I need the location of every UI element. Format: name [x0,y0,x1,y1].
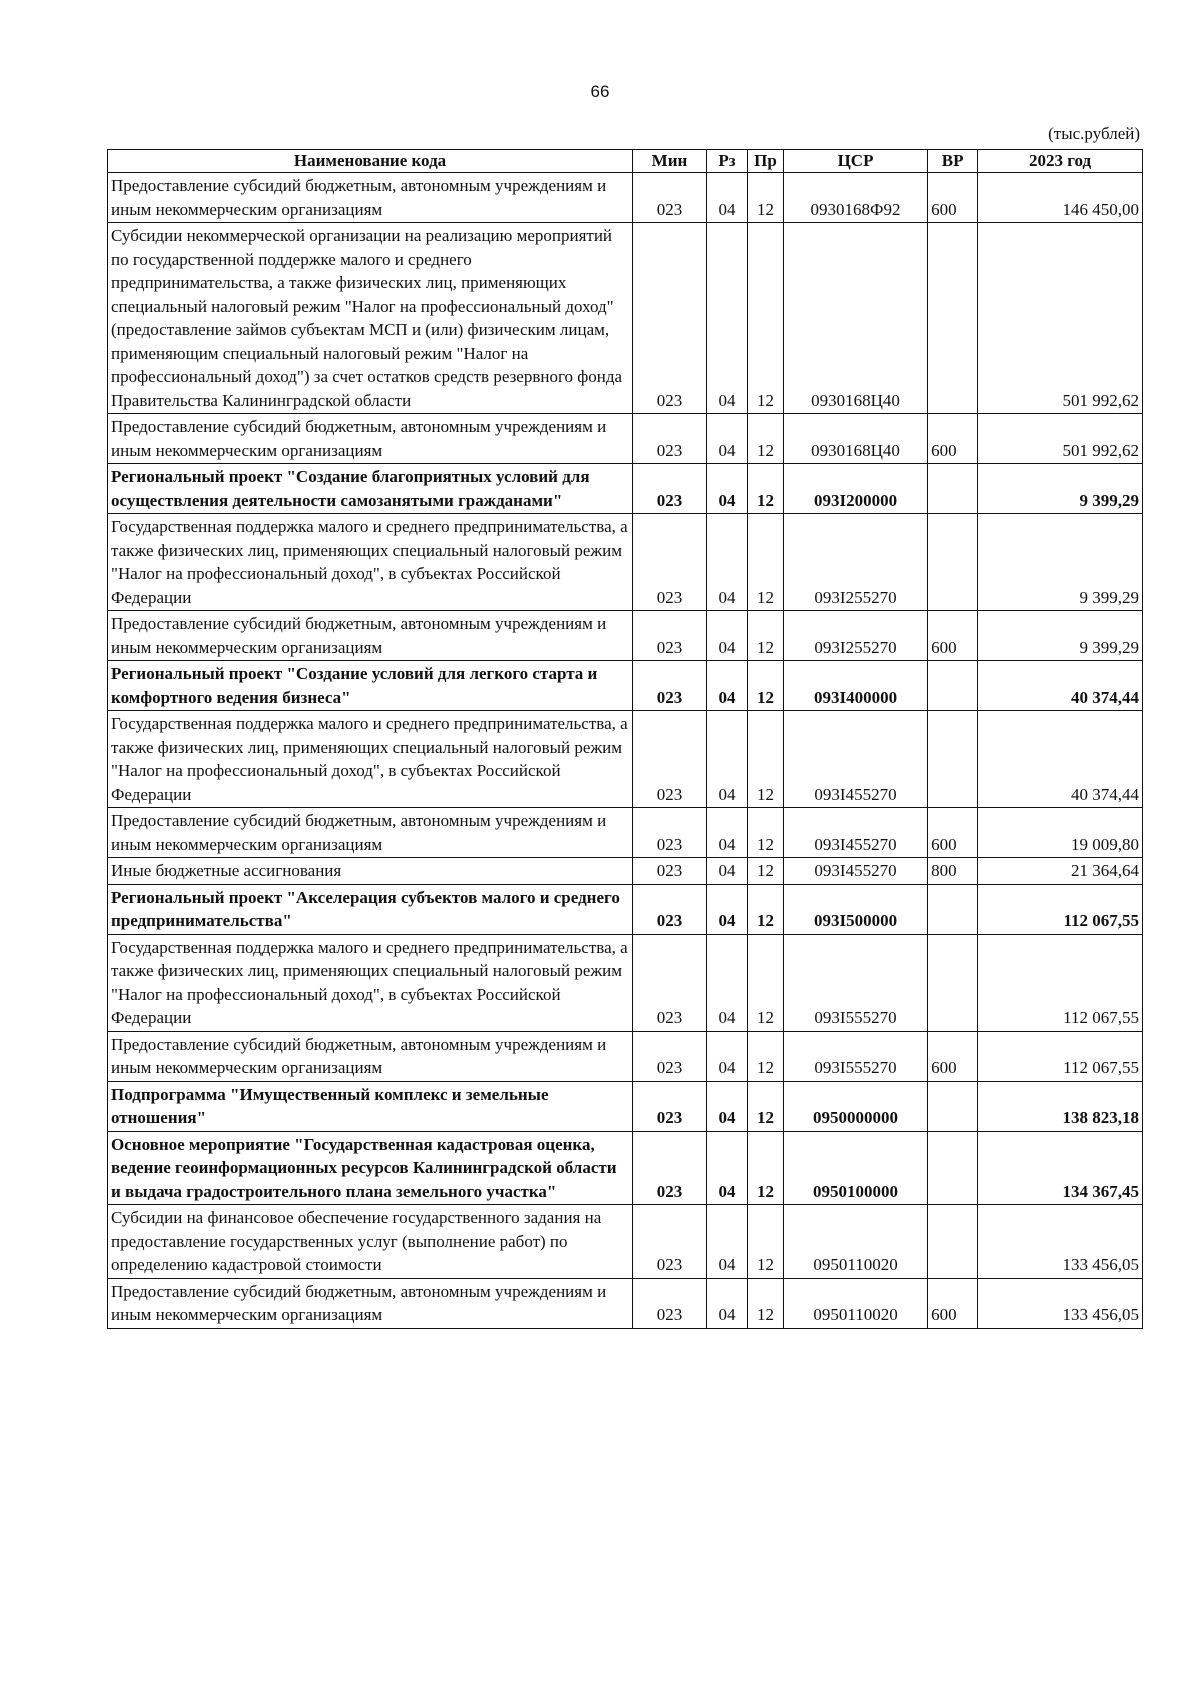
cell-csr: 093I555270 [783,934,927,1031]
column-header-rz: Рз [706,150,747,173]
cell-amount: 501 992,62 [978,223,1143,414]
budget-table [107,149,1143,1329]
cell-pr: 12 [748,1131,784,1205]
cell-amount: 40 374,44 [978,711,1143,808]
cell-min: 023 [633,414,707,464]
table-row [108,1131,1143,1205]
cell-name: Иные бюджетные ассигнования [108,858,633,885]
cell-pr: 12 [748,464,784,514]
cell-csr: 0950100000 [783,1131,927,1205]
cell-amount: 9 399,29 [978,611,1143,661]
cell-vr [928,1131,978,1205]
cell-name: Субсидии некоммерческой организации на реализацию мероприятий по государственной поддержке малого и среднего предпринимательства, а также физических лиц, применяющих специальный налоговый режим "Налог на профессиональный доход" (предоставление займов субъектам МСП и (или) физическим лицам, применяющим специальный налоговый режим "Налог на профессиональный доход") за счет остатков средств резервного фонда Правительства Калининградской области [108,223,633,414]
cell-vr [928,1081,978,1131]
cell-vr [928,711,978,808]
cell-min: 023 [633,1131,707,1205]
cell-min: 023 [633,661,707,711]
cell-name: Предоставление субсидий бюджетным, автономным учреждениям и иным некоммерческим организациям [108,1278,633,1328]
cell-rz: 04 [706,514,747,611]
table-row [108,414,1143,464]
cell-pr: 12 [748,173,784,223]
table-row [108,1031,1143,1081]
cell-csr: 0930168Ц40 [783,414,927,464]
cell-amount: 112 067,55 [978,934,1143,1031]
cell-amount: 9 399,29 [978,464,1143,514]
table-header-row [108,150,1143,173]
cell-rz: 04 [706,611,747,661]
cell-rz: 04 [706,173,747,223]
cell-pr: 12 [748,1205,784,1279]
table-row [108,173,1143,223]
cell-name: Государственная поддержка малого и среднего предпринимательства, а также физических лиц, применяющих специальный налоговый режим "Налог на профессиональный доход", в субъектах Российской Федерации [108,711,633,808]
cell-csr: 093I255270 [783,611,927,661]
cell-min: 023 [633,1081,707,1131]
cell-amount: 138 823,18 [978,1081,1143,1131]
cell-min: 023 [633,808,707,858]
cell-amount: 134 367,45 [978,1131,1143,1205]
cell-min: 023 [633,223,707,414]
table-row [108,1081,1143,1131]
table-row [108,934,1143,1031]
cell-name: Субсидии на финансовое обеспечение государственного задания на предоставление государственных услуг (выполнение работ) по определению кадастровой стоимости [108,1205,633,1279]
table-row [108,884,1143,934]
cell-rz: 04 [706,1031,747,1081]
cell-rz: 04 [706,1205,747,1279]
cell-name: Предоставление субсидий бюджетным, автономным учреждениям и иным некоммерческим организациям [108,414,633,464]
cell-amount: 112 067,55 [978,1031,1143,1081]
cell-csr: 093I555270 [783,1031,927,1081]
cell-name: Подпрограмма "Имущественный комплекс и земельные отношения" [108,1081,633,1131]
table-row [108,661,1143,711]
cell-amount: 19 009,80 [978,808,1143,858]
cell-vr [928,1205,978,1279]
column-header-csr: ЦСР [783,150,927,173]
cell-amount: 146 450,00 [978,173,1143,223]
cell-rz: 04 [706,464,747,514]
cell-name: Основное мероприятие "Государственная кадастровая оценка, ведение геоинформационных ресурсов Калининградской области и выдача градостроительного плана земельного участка" [108,1131,633,1205]
cell-min: 023 [633,858,707,885]
cell-pr: 12 [748,414,784,464]
cell-min: 023 [633,611,707,661]
cell-amount: 40 374,44 [978,661,1143,711]
cell-name: Предоставление субсидий бюджетным, автономным учреждениям и иным некоммерческим организациям [108,1031,633,1081]
cell-csr: 0950110020 [783,1278,927,1328]
cell-pr: 12 [748,808,784,858]
cell-amount: 9 399,29 [978,514,1143,611]
cell-pr: 12 [748,1278,784,1328]
cell-rz: 04 [706,808,747,858]
column-header-pr: Пр [748,150,784,173]
cell-vr [928,884,978,934]
cell-vr [928,223,978,414]
column-header-min: Мин [633,150,707,173]
cell-amount: 133 456,05 [978,1205,1143,1279]
table-row [108,223,1143,414]
cell-csr: 0930168Ф92 [783,173,927,223]
cell-vr [928,514,978,611]
column-header-amount: 2023 год [978,150,1143,173]
cell-min: 023 [633,514,707,611]
cell-pr: 12 [748,1031,784,1081]
table-row [108,808,1143,858]
cell-rz: 04 [706,1081,747,1131]
cell-pr: 12 [748,884,784,934]
units-label: (тыс.рублей) [1048,124,1140,143]
table-row [108,611,1143,661]
table-row [108,464,1143,514]
cell-min: 023 [633,1031,707,1081]
cell-name: Предоставление субсидий бюджетным, автономным учреждениям и иным некоммерческим организациям [108,808,633,858]
cell-pr: 12 [748,1081,784,1131]
cell-rz: 04 [706,934,747,1031]
cell-rz: 04 [706,414,747,464]
cell-min: 023 [633,934,707,1031]
cell-name: Предоставление субсидий бюджетным, автономным учреждениям и иным некоммерческим организациям [108,173,633,223]
cell-name: Региональный проект "Создание условий для легкого старта и комфортного ведения бизнеса" [108,661,633,711]
cell-min: 023 [633,464,707,514]
cell-name: Региональный проект "Акселерация субъектов малого и среднего предпринимательства" [108,884,633,934]
column-header-vr: ВР [928,150,978,173]
cell-rz: 04 [706,1278,747,1328]
cell-rz: 04 [706,223,747,414]
cell-name: Государственная поддержка малого и среднего предпринимательства, а также физических лиц, применяющих специальный налоговый режим "Налог на профессиональный доход", в субъектах Российской Федерации [108,934,633,1031]
cell-csr: 093I200000 [783,464,927,514]
cell-vr: 600 [928,1278,978,1328]
cell-vr: 600 [928,414,978,464]
cell-pr: 12 [748,514,784,611]
cell-csr: 093I400000 [783,661,927,711]
cell-rz: 04 [706,661,747,711]
cell-amount: 21 364,64 [978,858,1143,885]
cell-name: Предоставление субсидий бюджетным, автономным учреждениям и иным некоммерческим организациям [108,611,633,661]
cell-vr: 600 [928,173,978,223]
cell-csr: 0950000000 [783,1081,927,1131]
table-row [108,1205,1143,1279]
cell-vr [928,661,978,711]
cell-rz: 04 [706,858,747,885]
cell-csr: 093I455270 [783,858,927,885]
cell-pr: 12 [748,711,784,808]
table-row [108,1278,1143,1328]
cell-pr: 12 [748,223,784,414]
table-body [108,173,1143,1329]
cell-rz: 04 [706,884,747,934]
cell-pr: 12 [748,934,784,1031]
cell-csr: 0930168Ц40 [783,223,927,414]
cell-min: 023 [633,711,707,808]
cell-amount: 112 067,55 [978,884,1143,934]
cell-rz: 04 [706,711,747,808]
cell-vr: 600 [928,1031,978,1081]
cell-csr: 093I455270 [783,808,927,858]
cell-vr [928,934,978,1031]
cell-min: 023 [633,1205,707,1279]
table-row [108,858,1143,885]
cell-pr: 12 [748,611,784,661]
cell-amount: 133 456,05 [978,1278,1143,1328]
cell-min: 023 [633,884,707,934]
cell-vr: 600 [928,611,978,661]
table-row [108,711,1143,808]
cell-csr: 093I255270 [783,514,927,611]
cell-pr: 12 [748,858,784,885]
cell-csr: 0950110020 [783,1205,927,1279]
cell-vr: 800 [928,858,978,885]
cell-min: 023 [633,1278,707,1328]
page-number: 66 [590,82,610,101]
cell-rz: 04 [706,1131,747,1205]
cell-csr: 093I500000 [783,884,927,934]
cell-vr [928,464,978,514]
cell-csr: 093I455270 [783,711,927,808]
cell-pr: 12 [748,661,784,711]
cell-vr: 600 [928,808,978,858]
column-header-name: Наименование кода [108,150,633,173]
table-row [108,514,1143,611]
cell-name: Государственная поддержка малого и среднего предпринимательства, а также физических лиц, применяющих специальный налоговый режим "Налог на профессиональный доход", в субъектах Российской Федерации [108,514,633,611]
cell-amount: 501 992,62 [978,414,1143,464]
cell-name: Региональный проект "Создание благоприятных условий для осуществления деятельности самозанятыми гражданами" [108,464,633,514]
cell-min: 023 [633,173,707,223]
